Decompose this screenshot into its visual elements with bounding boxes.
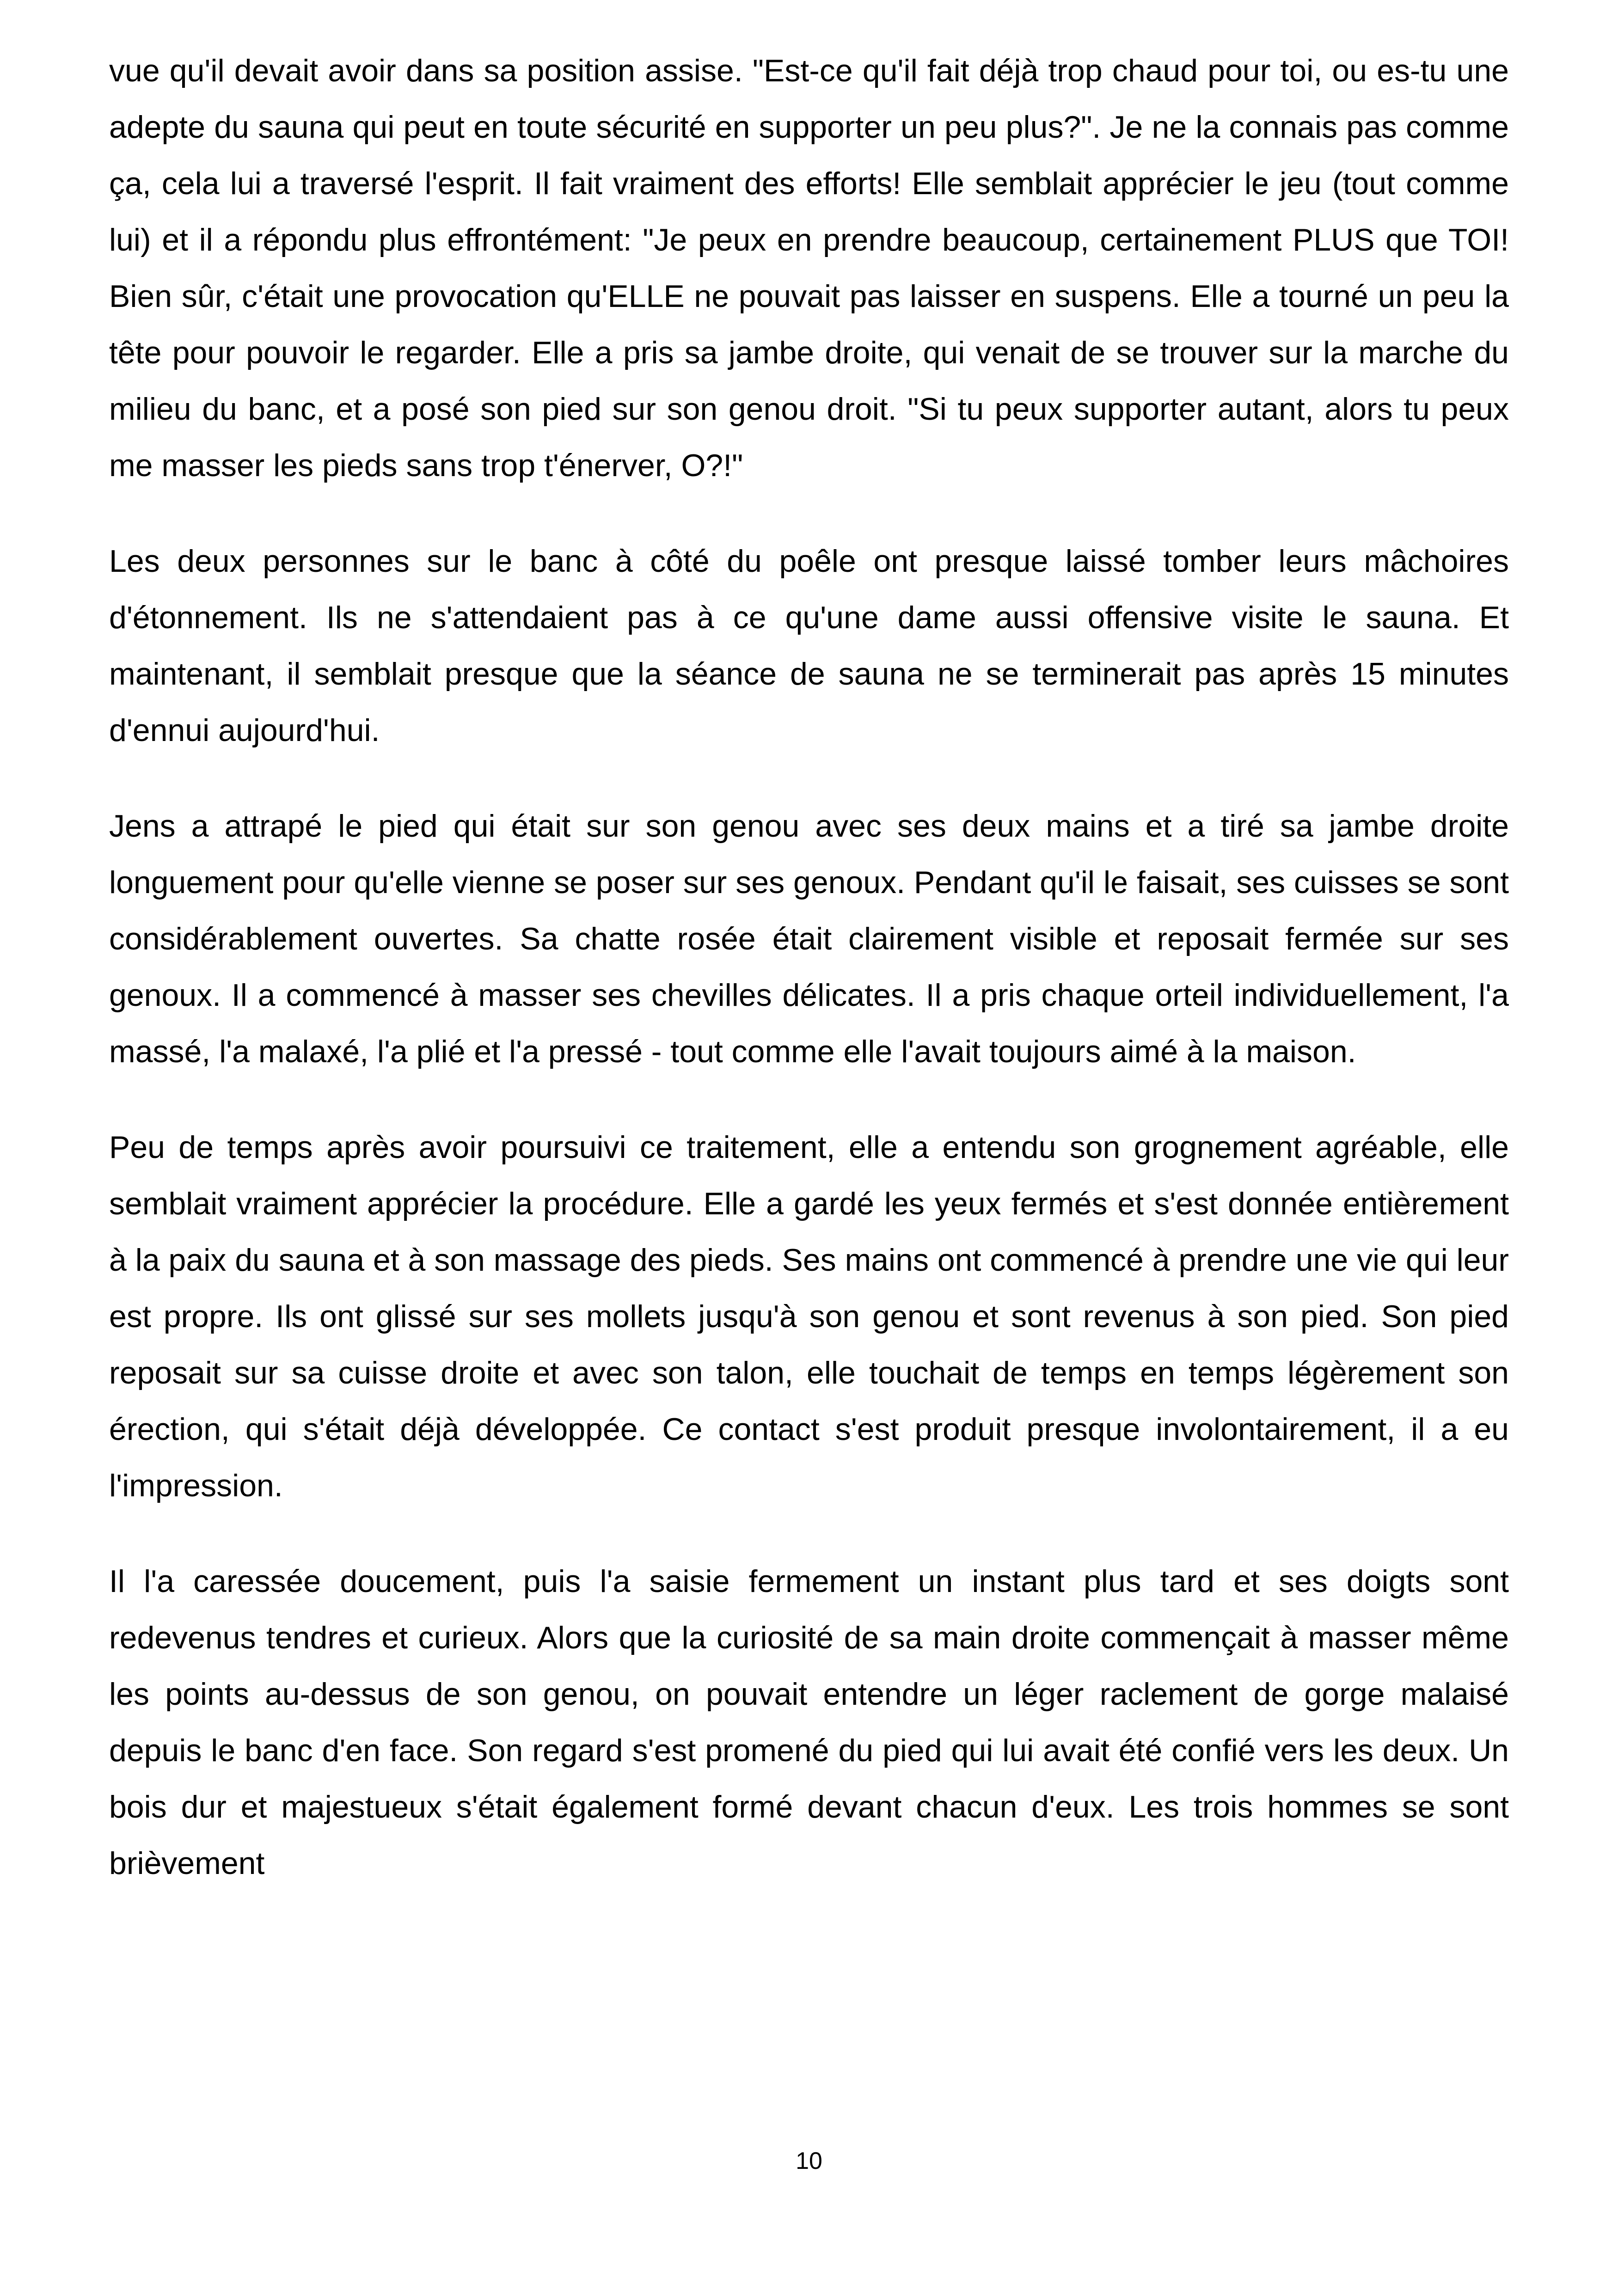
paragraph-1: vue qu'il devait avoir dans sa position assise. "Est-ce qu'il fait déjà trop chaud pour toi, ou es-tu une adepte du sauna qui peut en toute sécurité en supporter un peu plus?". Je ne la connais pas comme ça, cela lui a traversé l'esprit. Il fait vraiment des efforts! Elle semblait apprécier le jeu (tout comme lui) et il a répondu plus effrontément: "Je peux en prendre beaucoup, certainement PLUS que TOI! Bien sûr, c'était une provocation qu'ELLE ne pouvait pas laisser en suspens. Elle a tourné un peu la tête pour pouvoir le regarder. Elle a pris sa jambe droite, qui venait de se trouver sur la marche du milieu du banc, et a posé son pied sur son genou droit. "Si tu peux supporter autant, alors tu peux me masser les pieds sans trop t'énerver, O?!" — [109, 53, 1509, 483]
paragraph-3: Jens a attrapé le pied qui était sur son genou avec ses deux mains et a tiré sa jambe droite longuement pour qu'elle vienne se poser sur ses genoux. Pendant qu'il le faisait, ses cuisses se sont considérablement ouvertes. Sa chatte rosée était clairement visible et reposait fermée sur ses genoux. Il a commencé à masser ses chevilles délicates. Il a pris chaque orteil individuellement, l'a massé, l'a malaxé, l'a plié et l'a pressé - tout comme elle l'avait toujours aimé à la maison. — [109, 808, 1509, 1069]
paragraph-2: Les deux personnes sur le banc à côté du poêle ont presque laissé tomber leurs mâchoires d'étonnement. Ils ne s'attendaient pas à ce qu'une dame aussi offensive visite le sauna. Et maintenant, il semblait presque que la séance de sauna ne se terminerait pas après 15 minutes d'ennui aujourd'hui. — [109, 544, 1509, 748]
body-text — [109, 43, 1509, 1931]
paragraph-4: Peu de temps après avoir poursuivi ce traitement, elle a entendu son grognement agréable, elle semblait vraiment apprécier la procédure. Elle a gardé les yeux fermés et s'est donnée entièrement à la paix du sauna et à son massage des pieds. Ses mains ont commencé à prendre une vie qui leur est propre. Ils ont glissé sur ses mollets jusqu'à son genou et sont revenus à son pied. Son pied reposait sur sa cuisse droite et avec son talon, elle touchait de temps en temps légèrement son érection, qui s'était déjà développée. Ce contact s'est produit presque involontairement, il a eu l'impression. — [109, 1130, 1509, 1503]
paragraph-5: Il l'a caressée doucement, puis l'a saisie fermement un instant plus tard et ses doigts sont redevenus tendres et curieux. Alors que la curiosité de sa main droite commençait à masser même les points au-dessus de son genou, on pouvait entendre un léger raclement de gorge malaisé depuis le banc d'en face. Son regard s'est promené du pied qui lui avait été confié vers les deux. Un bois dur et majestueux s'était également formé devant chacun d'eux. Les trois hommes se sont brièvement — [109, 1564, 1509, 1881]
page-number: 10 — [796, 2148, 822, 2174]
